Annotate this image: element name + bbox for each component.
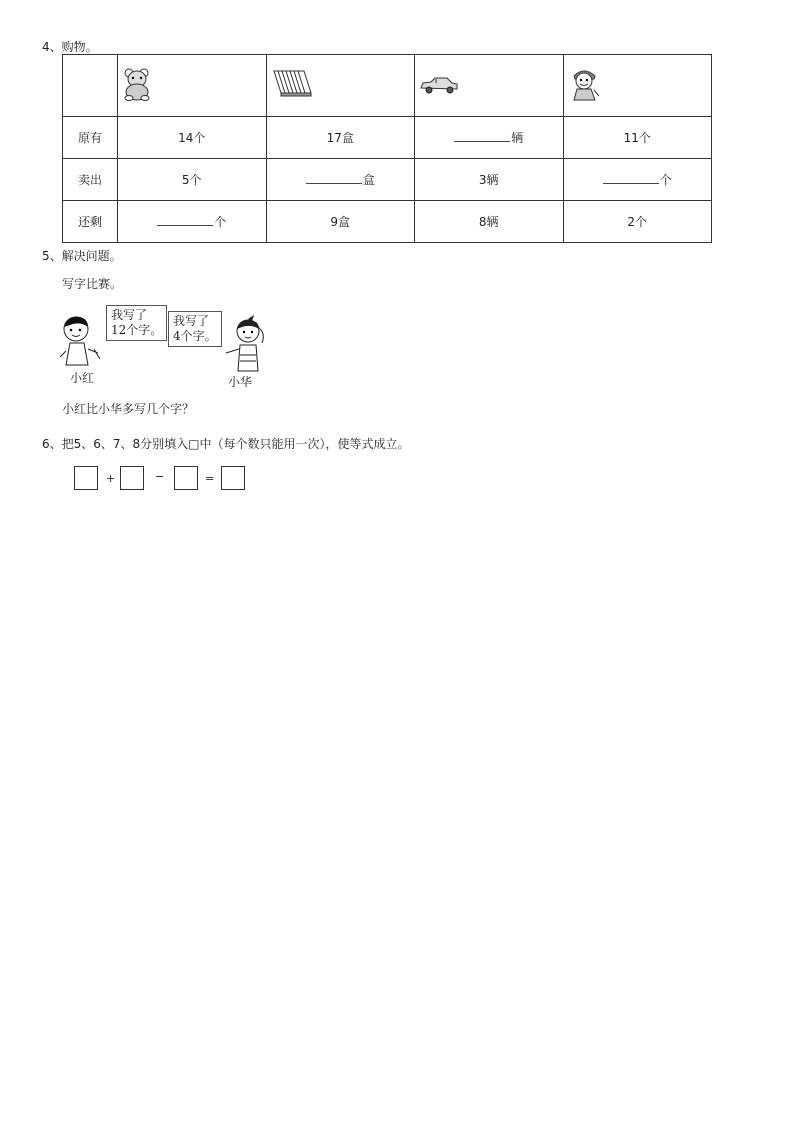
table-cell: 9盒	[266, 201, 415, 243]
girl-xiaohong-icon	[58, 313, 106, 369]
q5-title: 5、解决问题。	[42, 249, 122, 263]
unit-label: 盒	[362, 173, 375, 187]
answer-box-1[interactable]	[74, 466, 98, 490]
equals-sign: =	[205, 472, 215, 485]
row-label: 卖出	[63, 159, 118, 201]
table-cell[interactable]	[563, 159, 712, 201]
speech-bubble-xiaohong	[106, 305, 167, 341]
table-cell[interactable]	[266, 159, 415, 201]
table-cell[interactable]	[415, 117, 564, 159]
table-cell: 2个	[563, 201, 712, 243]
table-cell[interactable]	[118, 201, 267, 243]
pencil-box-cell	[266, 55, 415, 117]
name-xiaohua: 小华	[228, 375, 253, 389]
table-row-original	[63, 117, 712, 159]
doll-cell	[563, 55, 712, 117]
q5-question: 小红比小华多写几个字？	[62, 402, 195, 416]
unit-label: 个	[214, 215, 227, 229]
table-cell: 5个	[118, 159, 267, 201]
answer-box-3[interactable]	[174, 466, 198, 490]
q5-subtitle: 写字比赛。	[62, 277, 123, 291]
table-row-remaining	[63, 201, 712, 243]
writing-contest-illustration	[58, 305, 283, 390]
answer-box-4[interactable]	[221, 466, 245, 490]
table-cell: 3辆	[415, 159, 564, 201]
speech-bubble-xiaohua	[168, 311, 222, 347]
unit-label: 个	[659, 173, 672, 187]
answer-box-2[interactable]	[120, 466, 144, 490]
q6-title: 6、把5、6、7、8分别填入□中（每个数只能用一次），使等式成立。	[42, 437, 410, 451]
table-cell: 17盒	[266, 117, 415, 159]
shopping-table	[62, 54, 712, 243]
answer-blank[interactable]	[306, 173, 362, 184]
bubble-line: 我写了	[173, 314, 210, 328]
car-cell	[415, 55, 564, 117]
unit-label: 辆	[511, 131, 524, 145]
bubble-line: 12个字。	[111, 323, 163, 337]
bubble-line: 我写了	[111, 308, 148, 322]
pencil-box-icon	[271, 65, 313, 99]
plus-sign: +	[106, 472, 116, 485]
doll-icon	[568, 66, 602, 102]
corner-cell	[63, 55, 118, 117]
row-label: 还剩	[63, 201, 118, 243]
table-cell: 8辆	[415, 201, 564, 243]
name-xiaohong: 小红	[70, 371, 95, 385]
table-row-sold	[63, 159, 712, 201]
girl-xiaohua-icon	[218, 315, 276, 377]
toy-car-icon	[419, 75, 459, 95]
answer-blank[interactable]	[603, 173, 659, 184]
minus-sign: −	[155, 470, 165, 483]
bear-cell	[118, 55, 267, 117]
q4-title: 4、购物。	[42, 40, 98, 54]
bear-toy-icon	[122, 67, 152, 101]
answer-blank[interactable]	[157, 215, 213, 226]
answer-blank[interactable]	[454, 131, 510, 142]
table-cell: 11个	[563, 117, 712, 159]
table-cell: 14个	[118, 117, 267, 159]
bubble-line: 4个字。	[173, 329, 217, 343]
row-label: 原有	[63, 117, 118, 159]
